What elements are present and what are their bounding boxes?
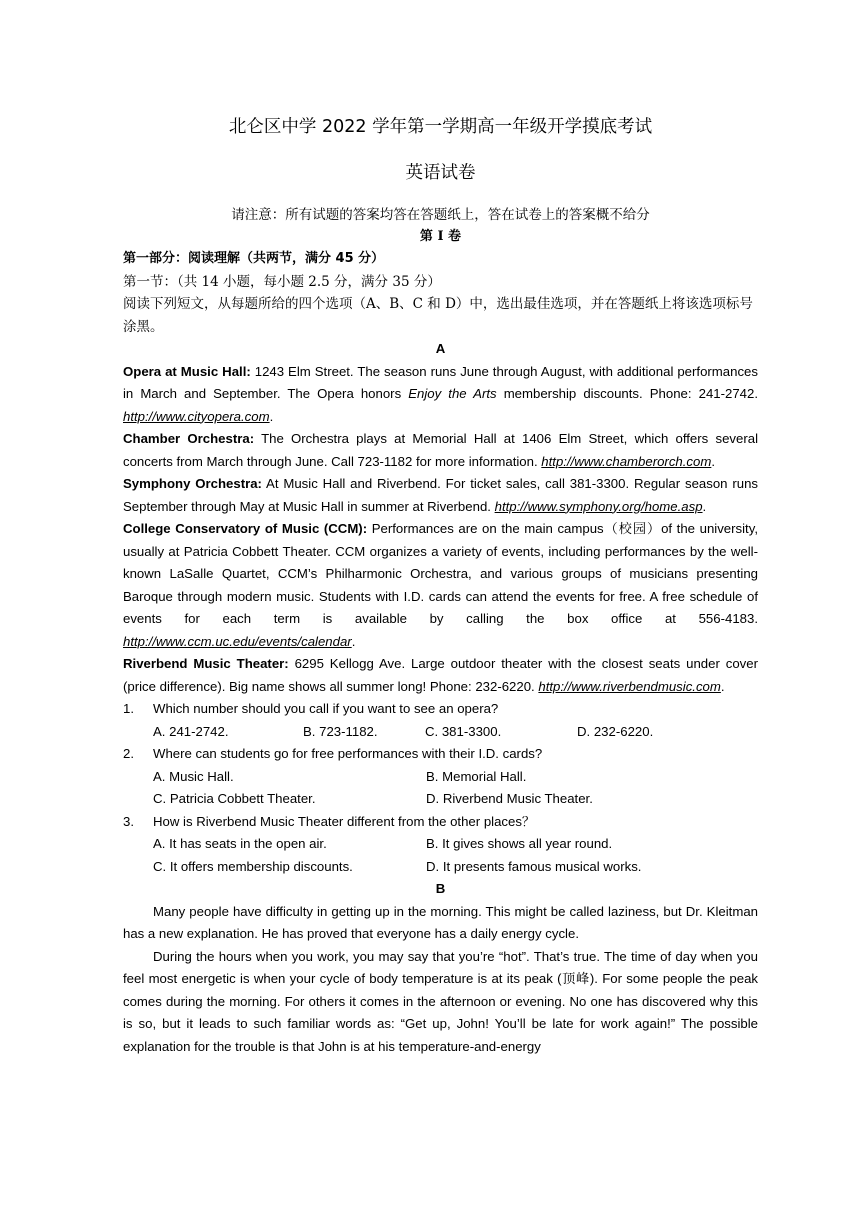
listing-name: Chamber Orchestra: [123,431,255,446]
option-d[interactable]: D. 232-6220. [577,723,654,739]
option-b[interactable]: B. It gives shows all year round. [426,836,613,851]
option-a[interactable]: A. It has seats in the open air. [153,836,327,851]
listing-link[interactable]: http://www.cityopera.com [123,408,270,424]
passage-b-paragraph: During the hours when you work, you may say that you’re “hot”. That’s true. The time of day when you feel most energetic is when your cycle of body temperature is at its peak (顶峰). For some people the peak comes during the morning. For others it comes in the afternoon or evening. No one has discovered why this is so, but it leads to such familiar words as: “Get up, John! You’ll be late for work again!” The possible explanation for the trouble is that John is at his temperature-and-energy [123,948,758,1054]
listing-text: membership discounts. Phone: 241-2742. [496,386,759,401]
listing-tail: . [269,408,274,424]
listing-text: 6295 Kellogg Ave. Large outdoor theater with the closest seats under cover (price difference). Big name shows all summer long! Phone: 232-6220. [123,656,758,694]
listing-name: Opera at Music Hall: [123,363,251,379]
listing-entry [123,428,758,473]
option-a[interactable]: A. 241-2742. [153,723,229,739]
listing-name: College Conservatory of Music (CCM): [123,521,368,536]
question-number: 3. [123,813,134,829]
option-c[interactable]: C. It offers membership discounts. [153,858,353,874]
membership-name: Enjoy the Arts [408,386,497,401]
passage-b-letter: B [435,881,446,896]
question-stem-row [123,743,758,766]
listing-text: Performances are on the main campus（校园）of the university, usually at Patricia Cobbett Theater. CCM organizes a variety of events, including performances by the well-known LaSalle Quartet, CCM’s Philharmonic Orchestra, and various groups of musicians presenting Baroque through modern music. Students with I.D. cards can attend the events for free. A free schedule of events for each term is available by calling the box office at 556-4183. [123,521,758,626]
listing-tail: . [711,453,716,469]
option-b[interactable]: B. Memorial Hall. [426,768,527,784]
passage-b-paragraphs [123,901,758,1059]
listing-tail: . [702,498,707,514]
listing-tail: . [351,633,356,649]
question-stem: Where can students go for free performances with their I.D. cards? [153,746,543,761]
section-heading: 第一节：（共 14 小题，每小题 2.5 分，满分 35 分） [123,273,441,290]
listing-entry [123,653,758,698]
listing-link[interactable]: http://www.riverbendmusic.com [538,678,721,694]
options-row [123,721,758,744]
exam-title: 北仑区中学 2022 学年第一学期高一年级开学摸底考试 [228,117,653,137]
volume-label: 第 Ⅰ 卷 [419,229,462,244]
exam-notice: 请注意：所有试题的答案均答在答题纸上，答在试卷上的答案概不给分 [231,207,650,223]
question-number: 2. [123,746,134,761]
listing-link[interactable]: http://www.symphony.org/home.asp [494,498,703,514]
question-stem: Which number should you call if you want to see an opera? [153,701,499,716]
passage-a-questions [123,698,758,878]
option-d[interactable]: D. Riverbend Music Theater. [426,791,593,806]
options-row [123,856,758,879]
exam-subtitle: 英语试卷 [405,163,476,183]
listing-text: At Music Hall and Riverbend. For ticket sales, call 381-3300. Regular season runs September through May at Music Hall in summer at Riverbend. [123,476,758,514]
part1-heading: 第一部分：阅读理解（共两节，满分 45 分） [123,251,385,266]
listing-link[interactable]: http://www.ccm.uc.edu/events/calendar [123,633,352,649]
option-b[interactable]: B. 723-1182. [303,723,378,739]
listing-text: The Orchestra plays at Memorial Hall at 1406 Elm Street, which offers several concerts from March through June. Call 723-1182 for more information. [123,431,758,469]
passage-a-entries [123,361,758,699]
options-row [123,766,758,789]
question-stem: How is Riverbend Music Theater different from the other places？ [153,813,536,829]
passage-b-paragraph: Many people have difficulty in getting up in the morning. This might be called laziness, but Dr. Kleitman has a new explanation. He has proved that everyone has a daily energy cycle. [123,903,758,941]
listing-link[interactable]: http://www.chamberorch.com [541,453,712,469]
option-d[interactable]: D. It presents famous musical works. [426,858,642,874]
listing-tail: . [720,678,725,694]
question-stem-row [123,698,758,721]
options-row [123,833,758,856]
instruction: 阅读下列短文，从每题所给的四个选项（A、B、C 和 D）中，选出最佳选项，并在答题纸上将该选项标号涂黑。 [123,296,753,335]
question-stem-row [123,811,758,834]
listing-name: Symphony Orchestra: [123,476,262,491]
listing-entry [123,518,758,653]
passage-a-letter: A [435,341,446,356]
option-a[interactable]: A. Music Hall. [153,768,234,784]
listing-text: 1243 Elm Street. The season runs June through August, with additional performances in March and September. The Opera honors [123,363,758,401]
listing-entry [123,473,758,518]
listing-name: Riverbend Music Theater: [123,656,289,671]
question-number: 1. [123,701,134,716]
listing-entry [123,361,758,429]
exam-page [123,112,758,1058]
options-row [123,788,758,811]
option-c[interactable]: C. Patricia Cobbett Theater. [153,791,316,806]
option-c[interactable]: C. 381-3300. [425,723,502,739]
